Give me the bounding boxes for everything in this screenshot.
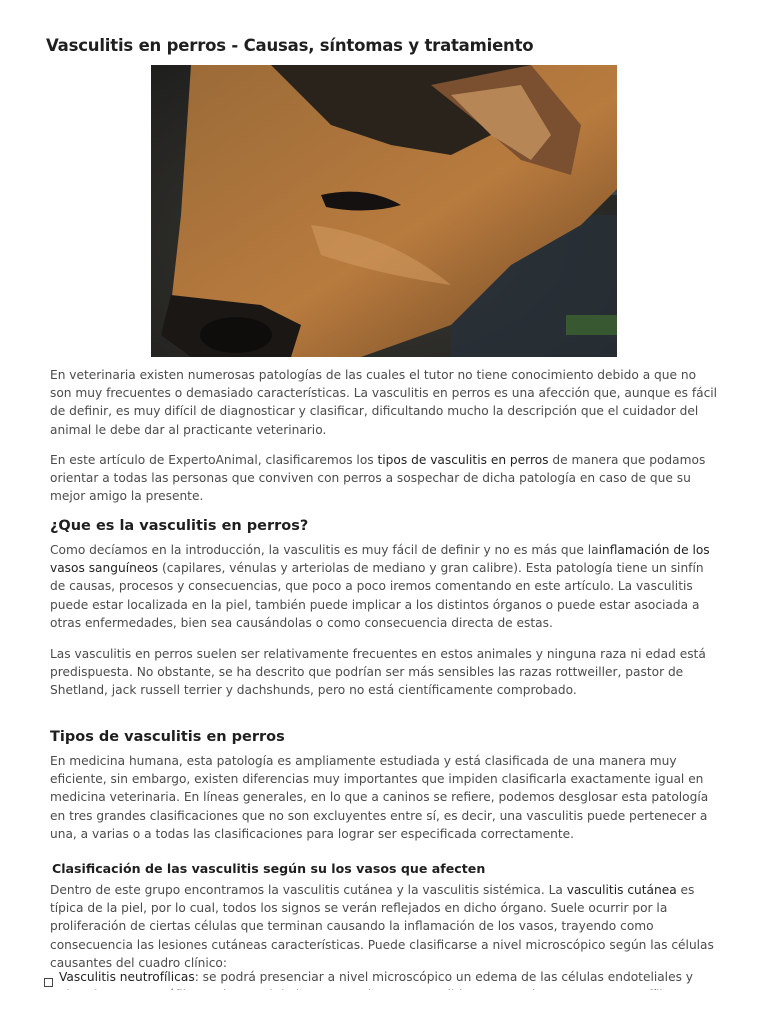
page-cutoff	[0, 990, 768, 1024]
section-heading: ¿Que es la vasculitis en perros?	[50, 518, 309, 534]
text: (capilares, vénulas y arteriolas de mediano y gran calibre). Esta patología tiene un sinfín de causas, procesos y consecuencias, que poco a poco iremos comentando en este artículo. La vasculitis puede estar localizada en la piel, también puede implicar a los distintos órganos o puede estar asociada a otras enfermedades, bien sea causándolas o como consecuencia directa de estas.	[50, 561, 704, 630]
classification-paragraph	[50, 881, 720, 972]
text-highlight: inflamación de los vasos sanguíneos	[50, 543, 710, 576]
text-highlight: tipos de vasculitis en perros	[377, 453, 549, 467]
section-heading: Tipos de vasculitis en perros	[50, 729, 285, 745]
text: Como decíamos en la introducción, la vasculitis es muy fácil de definir y no es más que la	[50, 543, 599, 557]
text-highlight: Vasculitis neutrofílicas	[59, 970, 195, 984]
text-highlight: vasculitis cutánea	[566, 883, 677, 897]
breeds-paragraph: Las vasculitis en perros suelen ser relativamente frecuentes en estos animales y ninguna raza ni edad está predispuesta. No obstante, se ha descrito que podrían ser más sensibles las razas rottweiller, pastor de Shetland, jack russell terrier y dachshunds, pero no está científicamente comprobado.	[50, 647, 706, 698]
subsection-heading: Clasificación de las vasculitis según su los vasos que afecten	[52, 861, 486, 876]
definition-paragraph	[50, 541, 720, 632]
types-paragraph: En medicina humana, esta patología es ampliamente estudiada y está clasificada de una manera muy eficiente, sin embargo, existen diferencias muy importantes que impiden clasificarla exactamente igual en medicina veterinaria. En líneas generales, en lo que a caninos se refiere, podemos desglosar esta patología en tres grandes clasificaciones que no son excluyentes entre sí, es decir, una vasculitis puede pertenecer a una, a varias o a todas las clasificaciones para lograr ser especificada correctamente.	[50, 754, 709, 841]
text: Dentro de este grupo encontramos la vasculitis cutánea y la vasculitis sistémica. La	[50, 883, 567, 897]
article-scope-paragraph	[50, 451, 720, 506]
text: de manera que podamos orientar a todas las personas que conviven con perros a sospechar de dicha patología en caso de que su mejor amigo la presente.	[50, 453, 706, 504]
text: es típica de la piel, por lo cual, todos los signos se verán reflejados en dicho órgano. Suele ocurrir por la proliferación de ciertas células que terminan causando la inflamación de los vasos, trayendo como consecuencia las lesiones cutáneas características. Puede clasificarse a nivel microscópico según las células causantes del cuadro clínico:	[50, 883, 714, 970]
text: : se podrá presenciar a nivel microscópico un edema de las células endoteliales y	[194, 970, 693, 984]
dog-face-photo	[151, 65, 617, 357]
article-title: Vasculitis en perros - Causas, síntomas y tratamiento	[46, 36, 534, 55]
text: En este artículo de ExpertoAnimal, clasificaremos los	[50, 453, 378, 467]
intro-paragraph: En veterinaria existen numerosas patologías de las cuales el tutor no tiene conocimiento debido a que no son muy frecuentes o demasiado características. La vasculitis en perros es una afección que, aunque es fácil de definir, es muy difícil de diagnosticar y clasificar, dificultando mucho la descripción que el cuidador del animal le debe dar al practicante veterinario.	[50, 368, 718, 437]
checkbox-bullet-icon	[44, 978, 53, 987]
